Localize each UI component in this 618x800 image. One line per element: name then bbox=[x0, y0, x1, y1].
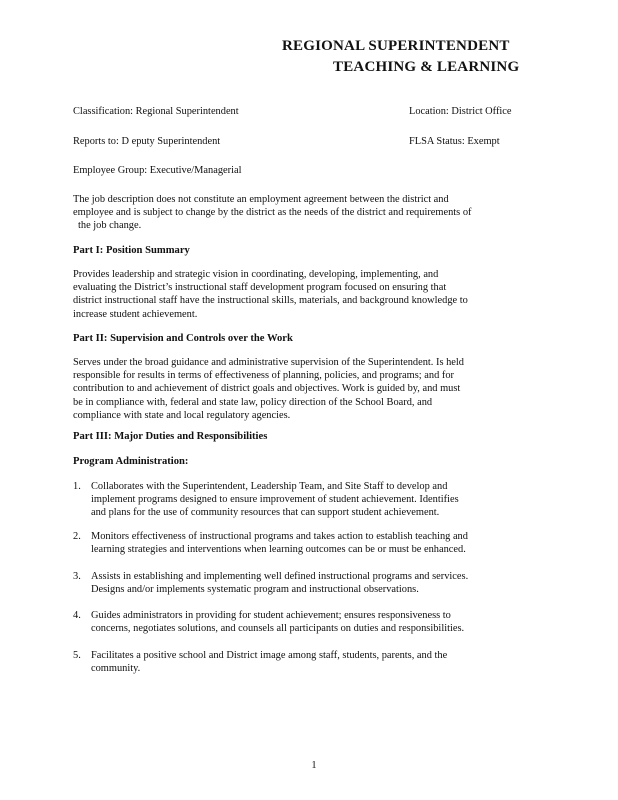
list-number: 3. bbox=[73, 571, 81, 582]
list-line: Designs and/or implements systematic program and instructional observations. bbox=[91, 584, 419, 596]
part1-line: Provides leadership and strategic vision in coordinating, developing, implementing, and bbox=[73, 269, 439, 280]
part2-paragraph bbox=[73, 356, 541, 422]
page-number: 1 bbox=[311, 760, 317, 771]
list-line: concerns, negotiates solutions, and counsels all participants on duties and responsibilities. bbox=[91, 623, 465, 635]
disclaimer-line: The job description does not constitute an employment agreement between the district and bbox=[73, 194, 449, 205]
list-line: learning strategies and interventions when learning outcomes can be or must be enhanced. bbox=[91, 544, 466, 556]
part1-heading: Part I: Position Summary bbox=[73, 245, 190, 256]
part2-line: responsible for results in terms of effectiveness of planning, policies, and programs; and for bbox=[73, 370, 454, 382]
list-number: 2. bbox=[73, 531, 81, 542]
program-administration-subheading: Program Administration: bbox=[73, 456, 189, 467]
list-text bbox=[91, 480, 541, 520]
list-number: 5. bbox=[73, 650, 81, 661]
part2-heading: Part II: Supervision and Controls over the Work bbox=[73, 333, 293, 344]
part3-heading: Part III: Major Duties and Responsibilities bbox=[73, 431, 268, 442]
list-text bbox=[91, 530, 541, 556]
reports-to-field: Reports to: D eputy Superintendent bbox=[73, 136, 221, 147]
part2-line: compliance with state and local regulatory agencies. bbox=[73, 409, 291, 421]
flsa-status-field: FLSA Status: Exempt bbox=[409, 136, 500, 147]
document-title-line-1: REGIONAL SUPERINTENDENT bbox=[282, 38, 510, 54]
list-line: Assists in establishing and implementing well defined instructional programs and services. bbox=[91, 571, 469, 582]
part2-line: contribution to and achievement of district goals and objectives. Work is guided by, and must bbox=[73, 383, 461, 395]
part1-line: district instructional staff have the instructional skills, materials, and background knowledge to bbox=[73, 295, 468, 307]
document-title-line-2: TEACHING & LEARNING bbox=[333, 59, 520, 75]
list-text bbox=[91, 609, 541, 635]
part2-line: Serves under the broad guidance and administrative supervision of the Superintendent. Is held bbox=[73, 357, 464, 368]
part1-paragraph bbox=[73, 268, 541, 321]
location-field: Location: District Office bbox=[409, 106, 512, 117]
part2-line: be in compliance with, federal and state law, policy direction of the School Board, and bbox=[73, 396, 433, 408]
list-line: Monitors effectiveness of instructional programs and takes action to establish teaching and bbox=[91, 531, 468, 542]
disclaimer-line: the job change. bbox=[78, 220, 142, 232]
part1-line: increase student achievement. bbox=[73, 308, 198, 320]
list-line: community. bbox=[91, 663, 141, 675]
list-line: Collaborates with the Superintendent, Leadership Team, and Site Staff to develop and bbox=[91, 481, 448, 492]
disclaimer-line: employee and is subject to change by the district as the needs of the district and requirements of bbox=[73, 207, 472, 219]
employee-group-field: Employee Group: Executive/Managerial bbox=[73, 165, 242, 176]
list-text bbox=[91, 570, 541, 596]
list-line: and plans for the use of community resources that can support student achievement. bbox=[91, 507, 440, 519]
list-number: 1. bbox=[73, 481, 81, 492]
list-number: 4. bbox=[73, 610, 81, 621]
part1-line: evaluating the District’s instructional staff development program focused on ensuring that bbox=[73, 282, 447, 294]
list-line: Guides administrators in providing for student achievement; ensures responsiveness to bbox=[91, 610, 451, 621]
list-text bbox=[91, 649, 541, 675]
disclaimer-paragraph bbox=[73, 193, 541, 233]
list-line: Facilitates a positive school and District image among staff, students, parents, and the bbox=[91, 650, 448, 661]
list-line: implement programs designed to ensure improvement of student achievement. Identifies bbox=[91, 494, 459, 506]
classification-field: Classification: Regional Superintendent bbox=[73, 106, 239, 117]
